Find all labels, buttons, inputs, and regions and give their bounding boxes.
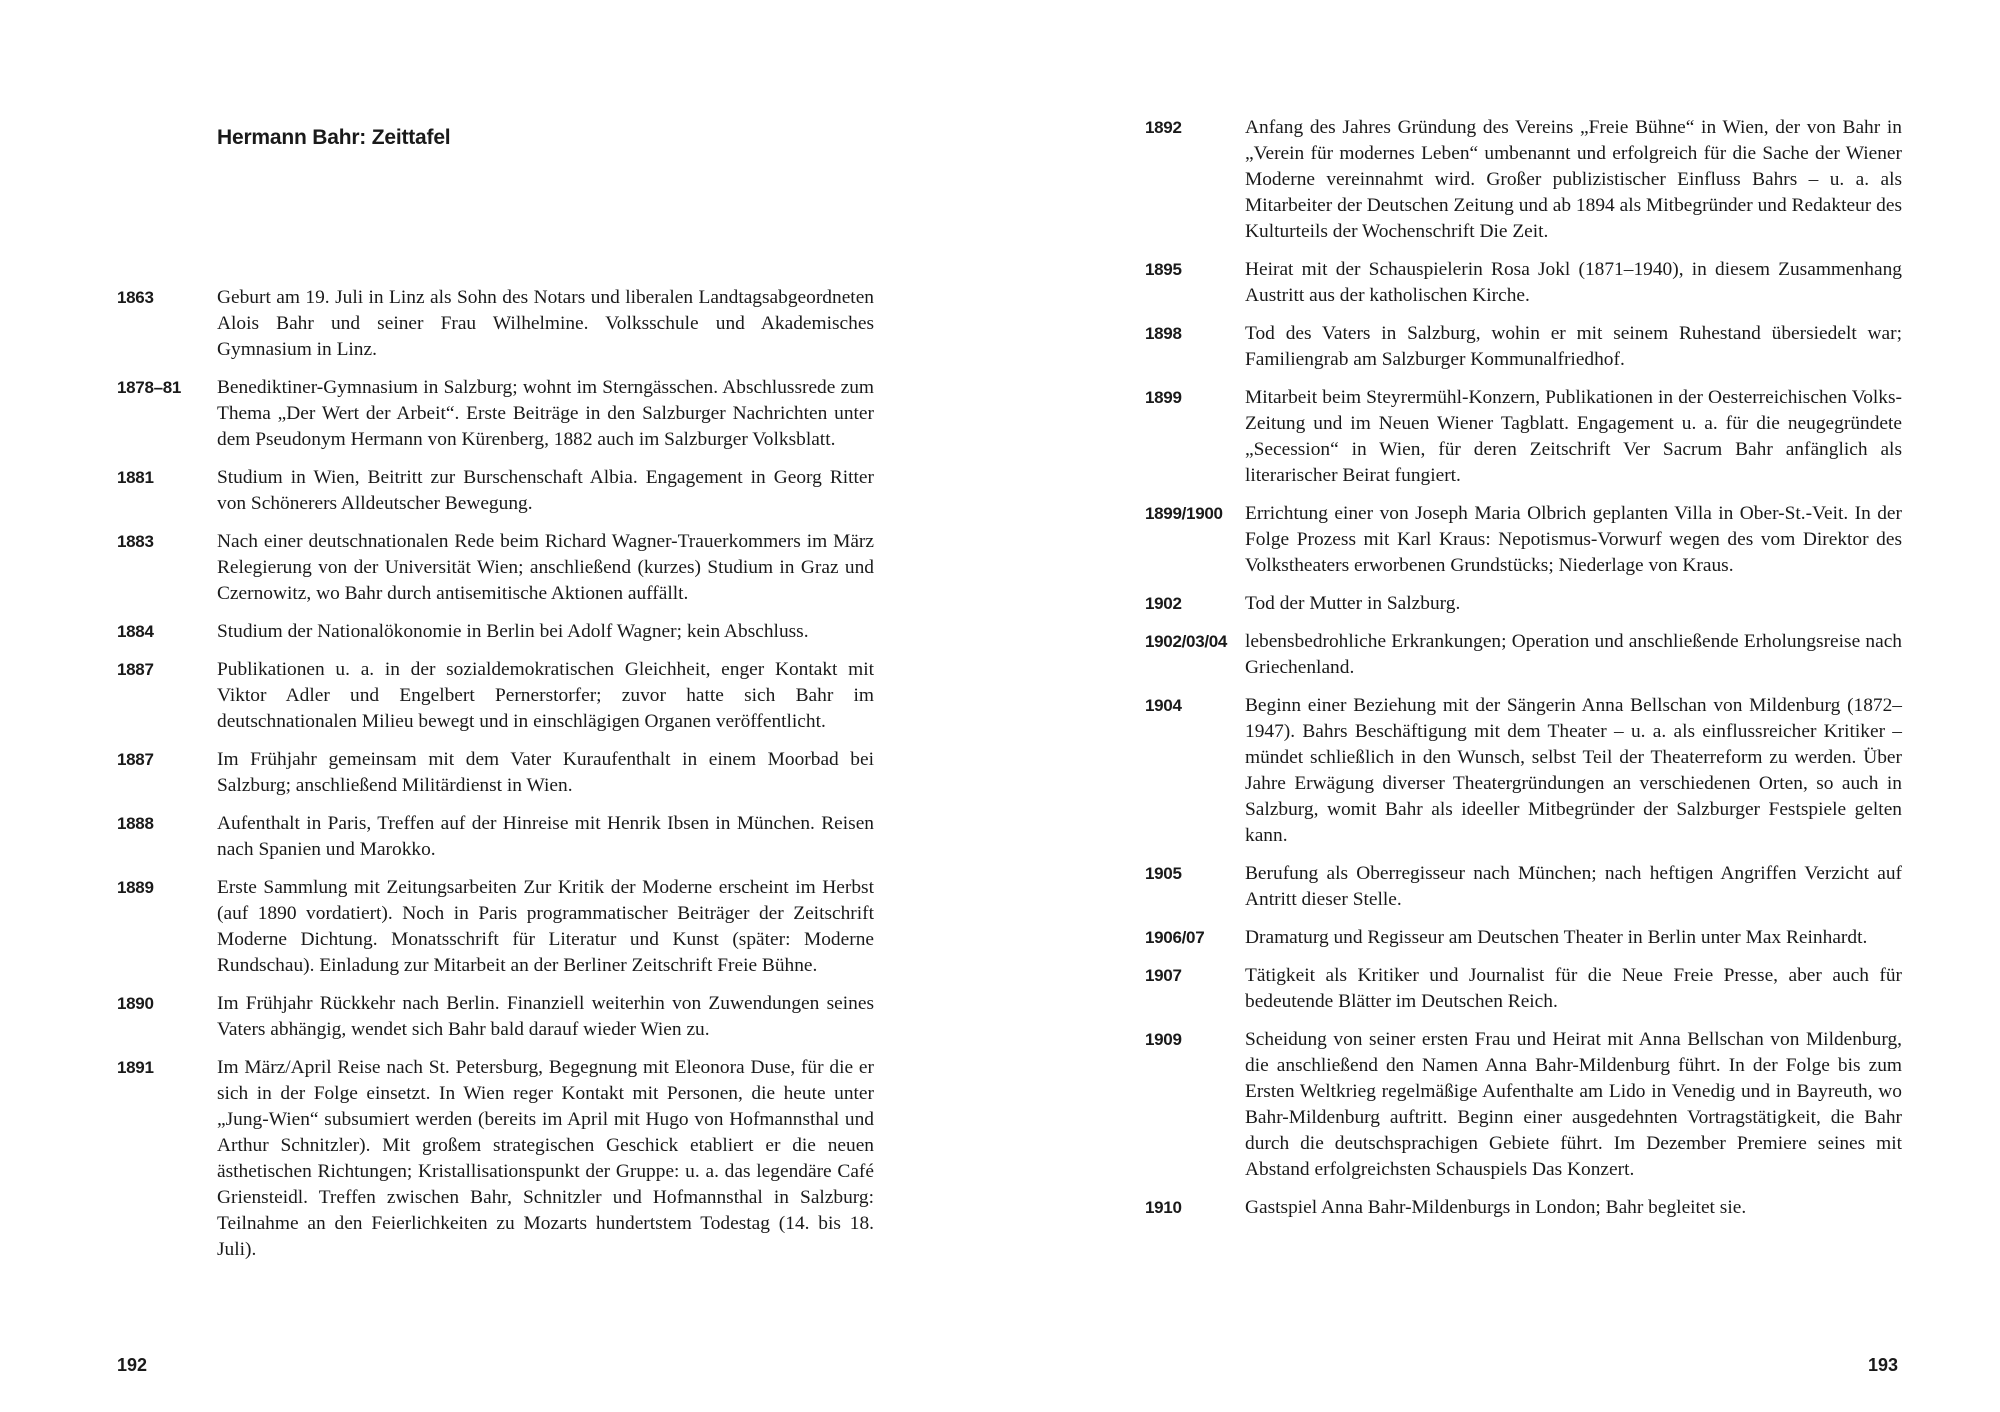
entry-year: 1889 [117, 878, 154, 897]
entry-year: 1884 [117, 622, 154, 641]
entry-year: 1890 [117, 994, 154, 1013]
entry-year: 1888 [117, 814, 154, 833]
entry-year: 1887 [117, 750, 154, 769]
entry-text: Aufenthalt in Paris, Treffen auf der Hinreise mit Henrik Ibsen in München. Reisen nach Spanien und Marokko. [217, 813, 874, 860]
page-number: 193 [1868, 1355, 1899, 1375]
page-heading: Hermann Bahr: Zeittafel [217, 126, 451, 149]
entry-year: 1907 [1145, 966, 1182, 985]
entry-year: 1892 [1145, 118, 1182, 137]
entry-year: 1902 [1145, 594, 1182, 613]
entry-year: 1863 [117, 288, 154, 307]
timeline-entry [1145, 501, 1902, 579]
entry-text: Dramaturg und Regisseur am Deutschen Theater in Berlin unter Max Reinhardt. [1245, 927, 1868, 948]
entry-year: 1881 [117, 468, 154, 487]
timeline-entry [1145, 115, 1902, 245]
entry-year: 1902/03/04 [1145, 632, 1228, 651]
entry-year: 1878–81 [117, 378, 182, 397]
entry-text: Studium der Nationalökonomie in Berlin bei Adolf Wagner; kein Abschluss. [217, 621, 809, 642]
entry-text: Benediktiner-Gymnasium in Salzburg; wohnt im Sterngässchen. Abschlussrede zum Thema „Der Wert der Arbeit“. Erste Beiträge in den Salzburger Nachrichten unter dem Pseudonym Hermann von Kürenberg, 1882 auch im Salzburger Volksblatt. [217, 377, 874, 450]
entry-year: 1891 [117, 1058, 154, 1077]
entry-text: Nach einer deutschnationalen Rede beim Richard Wagner-Trauerkommers im März Relegierung von der Universität Wien; anschließend (kurzes) Studium in Graz und Czernowitz, wo Bahr durch antisemitische Aktionen auffällt. [217, 531, 874, 604]
entry-text: Geburt am 19. Juli in Linz als Sohn des Notars und liberalen Landtagsabgeordneten Alois Bahr und seiner Frau Wilhelmine. Volksschule und Akademisches Gymnasium in Linz. [217, 287, 874, 360]
entry-text: Scheidung von seiner ersten Frau und Heirat mit Anna Bellschan von Mildenburg, die anschließend den Namen Anna Bahr-Mildenburg führt. In der Folge bis zum Ersten Weltkrieg regelmäßige Aufenthalte am Lido in Venedig und in Bayreuth, wo Bahr-Mildenburg auftritt. Beginn einer ausgedehnten Vortragstätigkeit, die Bahr durch die deutschsprachigen Gebiete führt. Im Dezember Premiere seines mit Abstand erfolgreichsten Schauspiels Das Konzert. [1245, 1029, 1902, 1180]
timeline-entry [1145, 257, 1902, 309]
entry-text: Tätigkeit als Kritiker und Journalist für die Neue Freie Presse, aber auch für bedeutende Blätter im Deutschen Reich. [1245, 965, 1902, 1012]
entry-year: 1883 [117, 532, 154, 551]
timeline-entry [1145, 1195, 1902, 1221]
timeline-entry [117, 1055, 874, 1263]
timeline-entry [1145, 963, 1902, 1015]
entry-text: Im März/April Reise nach St. Petersburg, Begegnung mit Eleonora Duse, für die er sich in der Folge einsetzt. In Wien reger Kontakt mit Personen, die heute unter „Jung-Wien“ subsumiert werden (bereits im April mit Hugo von Hofmannsthal und Arthur Schnitzler). Mit großem strategischen Geschick etabliert er die neuen ästhetischen Richtungen; Kristallisationspunkt der Gruppe: u. a. das legendäre Café Griensteidl. Treffen zwischen Bahr, Schnitzler und Hofmannsthal in Salzburg: Teilnahme an den Feierlichkeiten zu Mozarts hundertstem Todestag (14. bis 18. Juli). [217, 1057, 874, 1260]
timeline-entry [117, 875, 874, 979]
entry-text: lebensbedrohliche Erkrankungen; Operation und anschließende Erholungsreise nach Griechenland. [1245, 631, 1902, 678]
entry-text: Tod des Vaters in Salzburg, wohin er mit seinem Ruhestand übersiedelt war; Familiengrab am Salzburger Kommunalfriedhof. [1245, 323, 1902, 370]
timeline-entry [1145, 629, 1902, 681]
entry-year: 1910 [1145, 1198, 1182, 1217]
timeline-entry [117, 811, 874, 863]
page-number: 192 [117, 1355, 148, 1375]
timeline-entry [1145, 925, 1902, 951]
timeline-entry [117, 285, 874, 363]
entry-text: Heirat mit der Schauspielerin Rosa Jokl (1871–1940), in diesem Zusammenhang Austritt aus der katholischen Kirche. [1245, 259, 1902, 306]
timeline-entry [1145, 1027, 1902, 1183]
entry-text: Gastspiel Anna Bahr-Mildenburgs in London; Bahr begleitet sie. [1245, 1197, 1747, 1218]
entry-year: 1899 [1145, 388, 1182, 407]
entry-text: Publikationen u. a. in der sozialdemokratischen Gleichheit, enger Kontakt mit Viktor Adler und Engelbert Pernerstorfer; zuvor hatte sich Bahr im deutschnationalen Milieu bewegt und in einschlägigen Organen veröffentlicht. [217, 659, 874, 732]
entry-text: Erste Sammlung mit Zeitungsarbeiten Zur Kritik der Moderne erscheint im Herbst (auf 1890 vordatiert). Noch in Paris programmatischer Beiträger der Zeitschrift Moderne Dichtung. Monatsschrift für Literatur und Kunst (später: Moderne Rundschau). Einladung zur Mitarbeit an der Berliner Zeitschrift Freie Bühne. [217, 877, 874, 976]
timeline-entry [117, 529, 874, 607]
entry-year: 1899/1900 [1145, 504, 1223, 523]
timeline-entry [1145, 321, 1902, 373]
timeline-entry [1145, 861, 1902, 913]
entry-text: Errichtung einer von Joseph Maria Olbrich geplanten Villa in Ober-St.-Veit. In der Folge Prozess mit Karl Kraus: Nepotismus-Vorwurf wegen des vom Direktor des Volkstheaters erworbenen Grundstücks; Niederlage von Kraus. [1245, 503, 1902, 576]
timeline-entry [117, 991, 874, 1043]
entry-year: 1909 [1145, 1030, 1182, 1049]
entry-text: Mitarbeit beim Steyrermühl-Konzern, Publikationen in der Oesterreichischen Volks-Zeitung und im Neuen Wiener Tagblatt. Engagement u. a. für die neugegründete „Secession“ in Wien, für deren Zeitschrift Ver Sacrum Bahr anfänglich als literarischer Beirat fungiert. [1245, 387, 1902, 486]
entry-year: 1906/07 [1145, 928, 1205, 947]
entry-text: Berufung als Oberregisseur nach München; nach heftigen Angriffen Verzicht auf Antritt dieser Stelle. [1245, 863, 1902, 910]
entry-text: Anfang des Jahres Gründung des Vereins „Freie Bühne“ in Wien, der von Bahr in „Verein für modernes Leben“ umbenannt und erfolgreich für die Sache der Wiener Moderne vereinnahmt wird. Großer publizistischer Einfluss Bahrs – u. a. als Mitarbeiter der Deutschen Zeitung und ab 1894 als Mitbegründer und Redakteur des Kulturteils der Wochenschrift Die Zeit. [1245, 117, 1902, 242]
entry-year: 1898 [1145, 324, 1182, 343]
timeline-left [117, 285, 874, 1275]
timeline-entry [117, 375, 874, 453]
entry-year: 1905 [1145, 864, 1182, 883]
right-page [1000, 0, 2000, 1412]
timeline-right [1145, 115, 1902, 1233]
entry-text: Tod der Mutter in Salzburg. [1245, 593, 1461, 614]
entry-text: Im Frühjahr gemeinsam mit dem Vater Kuraufenthalt in einem Moorbad bei Salzburg; anschließend Militärdienst in Wien. [217, 749, 874, 796]
timeline-entry [117, 465, 874, 517]
entry-text: Studium in Wien, Beitritt zur Burschenschaft Albia. Engagement in Georg Ritter von Schönerers Alldeutscher Bewegung. [217, 467, 874, 514]
timeline-entry [117, 657, 874, 735]
timeline-entry [117, 619, 874, 645]
entry-year: 1895 [1145, 260, 1182, 279]
timeline-entry [117, 747, 874, 799]
timeline-entry [1145, 591, 1902, 617]
entry-text: Im Frühjahr Rückkehr nach Berlin. Finanziell weiterhin von Zuwendungen seines Vaters abhängig, wendet sich Bahr bald darauf wieder Wien zu. [217, 993, 874, 1040]
entry-year: 1904 [1145, 696, 1182, 715]
entry-year: 1887 [117, 660, 154, 679]
timeline-entry [1145, 693, 1902, 849]
entry-text: Beginn einer Beziehung mit der Sängerin Anna Bellschan von Mildenburg (1872–1947). Bahrs Beschäftigung mit dem Theater – u. a. als einflussreicher Kritiker – mündet schließlich in den Wunsch, selbst Teil der Theaterreform zu werden. Über Jahre Erwägung diverser Theatergründungen an verschiedenen Orten, so auch in Salzburg, womit Bahr als ideeller Mitbegründer der Salzburger Festspiele gelten kann. [1245, 695, 1902, 846]
timeline-entry [1145, 385, 1902, 489]
